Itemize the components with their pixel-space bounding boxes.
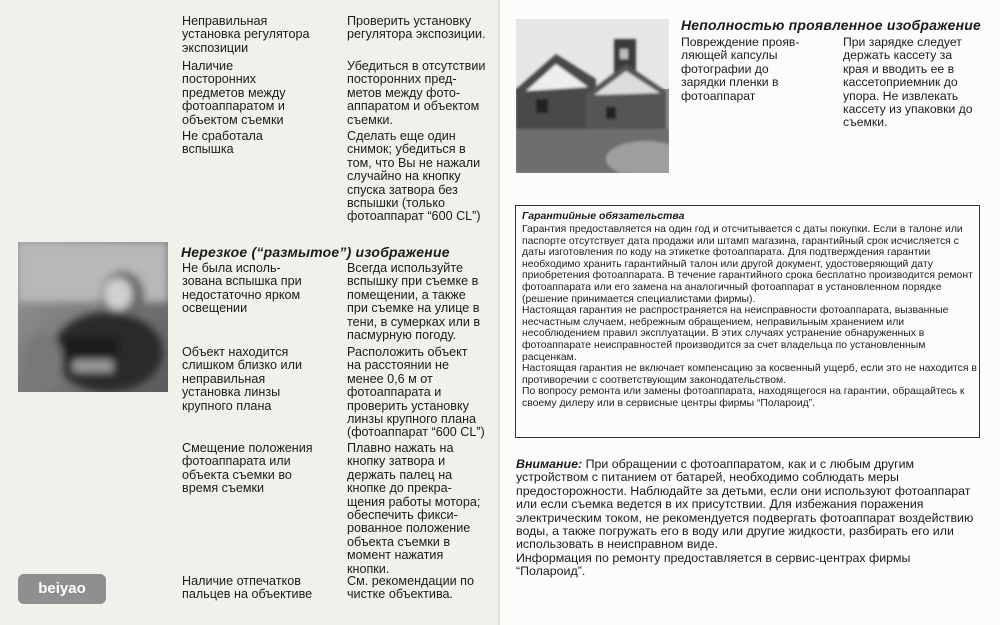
cause-fingerprints: Наличие отпечатков пальцев на объективе (182, 574, 313, 602)
cause-foreign-objects: Наличие посторонних предметов между фотоаппаратом и объектом съемки (182, 59, 286, 127)
cause-damaged-capsule: Повреждение прояв- ляющей капсулы фотографии до зарядки пленки в фотоаппарат (681, 35, 800, 103)
warranty-text (522, 224, 977, 410)
attention-text: При обращении с фотоаппаратом, как и с любым другим устройством с питанием от батарей, необходимо соблюдать меры предосторожности. Наблюдайте за детьми, если они используют фотоаппарат или если съемка ведется в их присутствии. Для избежания поражения электрическим током, не рекомендуется подвергать фотоаппарат воздействию воды, а также погружать его в воду или другие жидкости, разбирать его или использовать в неисправном виде. (516, 457, 974, 552)
cause-flash-failed: Не сработала вспышка (182, 129, 263, 157)
watermark-badge: beiyao (18, 574, 106, 604)
undeveloped-heading: Неполностью проявленное изображение (681, 17, 982, 33)
blurry-photo-sample (18, 242, 168, 392)
warranty-paragraph: Настоящая гарантия не включает компенсацию за косвенный ущерб, если это не находится в противоречии с соответствующим законодательством. (522, 363, 977, 386)
remedy-foreign-objects: Убедиться в отсутствии посторонних пред- метов между фото- аппаратом и объектом съемки. (347, 59, 486, 127)
warranty-title: Гарантийные обязательства (522, 210, 685, 222)
cause-camera-shake: Смещение положения фотоаппарата или объекта съемки во время съемки (182, 441, 313, 496)
blurry-heading: Нерезкое (“размытое”) изображение (181, 244, 450, 260)
attention-label: Внимание: (516, 457, 583, 471)
undeveloped-photo-sample (516, 19, 669, 173)
cause-no-flash: Не была исполь- зована вспышка при недостаточно ярком освещении (182, 261, 302, 316)
warranty-paragraph: По вопросу ремонта или замены фотоаппарата, находящегося на гарантии, обращайтесь к своему дилеру или в сервисные центры фирмы “Полароид”. (522, 386, 965, 409)
warranty-paragraph: Настоящая гарантия не распространяется на неисправности фотоаппарата, вызванные несчастным случаем, небрежным обращением, неправильным хранением или несоблюдением правил эксплуатации. В этих случаях устранение обнаруженных в фотоаппарате неисправностей производится за счет владельца по установленным расценкам. (522, 305, 949, 363)
remedy-fingerprints: См. рекомендации по чистке объектива. (347, 574, 474, 602)
attention-notice (516, 458, 982, 579)
remedy-exposure: Проверить установку регулятора экспозиции. (347, 14, 486, 42)
remedy-camera-shake: Плавно нажать на кнопку затвора и держать палец на кнопке до прекра- щения работы мотора; обеспечить фикси- рованное положение объекта съемки в момент нажатия кнопки. (347, 441, 481, 576)
service-note: Информация по ремонту предоставляется в сервис-центрах фирмы “Полароид”. (516, 550, 911, 579)
remedy-no-flash: Всегда используйте вспышку при съемке в помещении, а также при съемке на улице в тени, в сумерках или в пасмурную погоду. (347, 261, 481, 343)
warranty-paragraph: Гарантия предоставляется на один год и отсчитывается с даты покупки. Если в талоне или паспорте отсутствует дата продажи или штамп магазина, гарантийный срок исчисляется с даты изготовления по коду на этикетке фотоаппарата. Для подтверждения гарантии необходимо хранить гарантийный талон или другой документ, удостоверяющий дату приобретения фотоаппарата. В течение гарантийного срока бесплатно производится ремонт фотоаппарата или его замена на аналогичный фотоаппарат в установленном порядке (решение принимается специалистами фирмы). (522, 224, 973, 305)
cause-too-close: Объект находится слишком близко или неправильная установка линзы крупного плана (182, 345, 302, 413)
cause-exposure: Неправильная установка регулятора экспозиции (182, 14, 310, 55)
remedy-flash-failed: Сделать еще один снимок; убедиться в том, что Вы не нажали случайно на кнопку спуска затвора без вспышки (только фотоаппарат “600 CL”) (347, 129, 481, 224)
remedy-damaged-capsule: При зарядке следует держать кассету за края и вводить ее в кассетоприемник до упора. Не извлекать кассету из упаковки до съемки. (843, 35, 973, 130)
remedy-too-close: Расположить объект на расстоянии не менее 0,6 м от фотоаппарата и проверить установку линзы крупного плана (фотоаппарат “600 CL”) (347, 345, 485, 440)
